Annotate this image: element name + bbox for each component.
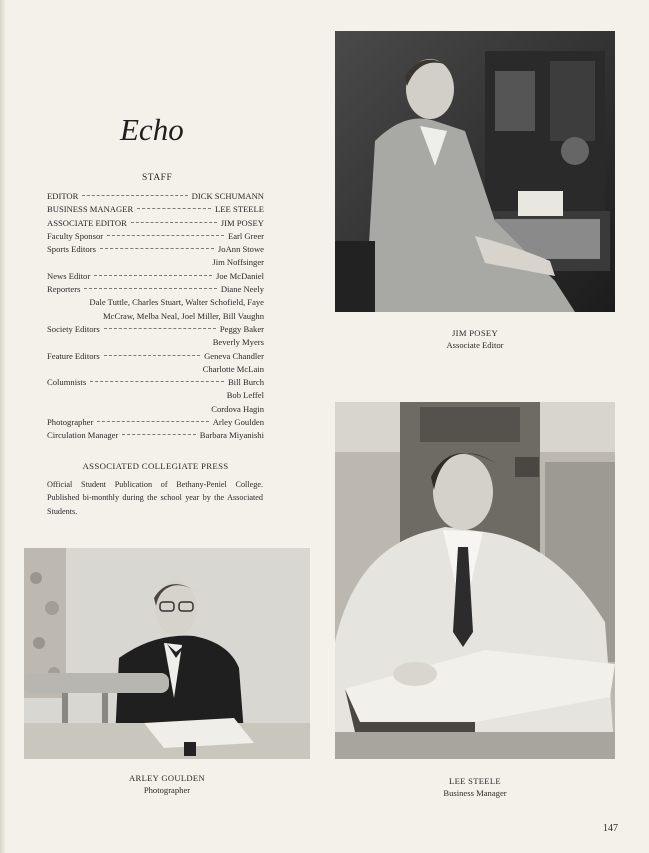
staff-name: Joe McDaniel xyxy=(216,270,264,281)
staff-row xyxy=(47,283,264,296)
staff-row xyxy=(47,203,264,216)
staff-heading: STAFF xyxy=(142,173,173,183)
staff-role: Circulation Manager xyxy=(47,430,119,441)
caption-name: ARLEY GOULDEN xyxy=(129,773,205,783)
staff-name: Arley Goulden xyxy=(212,417,264,428)
staff-role: Feature Editors xyxy=(47,350,100,361)
staff-role: Photographer xyxy=(47,417,94,428)
caption-arley-goulden xyxy=(24,772,310,796)
staff-role: ASSOCIATE EDITOR xyxy=(47,217,127,228)
caption-name: JIM POSEY xyxy=(452,328,498,338)
staff-name: Earl Greer xyxy=(227,230,264,241)
staff-name-continued: Beverly Myers xyxy=(212,337,264,348)
staff-name-continued: Bob Leffel xyxy=(226,390,264,401)
staff-name: DICK SCHUMANN xyxy=(191,191,264,201)
photo-jim-posey xyxy=(335,31,615,312)
staff-row xyxy=(47,270,264,283)
staff-name: LEE STEELE xyxy=(215,204,264,215)
staff-name-continued: Charlotte McLain xyxy=(202,363,264,374)
staff-role: Society Editors xyxy=(47,323,100,334)
staff-row xyxy=(47,230,264,243)
staff-row xyxy=(47,416,264,429)
caption-lee-steele xyxy=(335,775,615,799)
staff-name: JoAnn Stowe xyxy=(217,244,264,255)
staff-list xyxy=(47,190,264,443)
staff-role: News Editor xyxy=(47,270,91,281)
staff-name-continued: Jim Noffsinger xyxy=(212,257,264,268)
staff-name: Geneva Chandler xyxy=(204,350,264,361)
staff-name-continued: Cordova Hagin xyxy=(211,403,264,414)
staff-name-continued: Dale Tuttle, Charles Stuart, Walter Schofield, Faye xyxy=(89,297,264,308)
page-title: Echo xyxy=(120,112,184,147)
page-number: 147 xyxy=(603,823,618,834)
staff-row xyxy=(47,350,264,363)
staff-role: Reporters xyxy=(47,284,81,295)
staff-row xyxy=(47,323,264,336)
caption-role: Business Manager xyxy=(443,788,507,798)
staff-row xyxy=(47,429,264,442)
photo-arley-goulden xyxy=(24,548,310,759)
page-edge-shadow xyxy=(0,0,6,853)
staff-role: Faculty Sponsor xyxy=(47,230,104,241)
staff-row xyxy=(47,376,264,389)
staff-row xyxy=(47,190,264,203)
press-heading: ASSOCIATED COLLEGIATE PRESS xyxy=(82,461,229,471)
staff-role: Sports Editors xyxy=(47,244,96,255)
caption-role: Photographer xyxy=(143,785,191,795)
caption-name: LEE STEELE xyxy=(449,776,501,786)
caption-jim-posey xyxy=(335,327,615,351)
staff-row xyxy=(47,217,264,230)
staff-name-continued: McCraw, Melba Neal, Joel Miller, Bill Vaughn xyxy=(103,310,264,321)
staff-role: Columnists xyxy=(47,377,87,388)
staff-name: Peggy Baker xyxy=(219,323,264,334)
photo-lee-steele xyxy=(335,402,615,759)
official-publication-text: Official Student Publication of Bethany-Peniel College. Published bi-monthly during the school year by the Associated Students. xyxy=(47,480,263,516)
staff-role: EDITOR xyxy=(47,191,79,201)
staff-name: Bill Burch xyxy=(227,377,264,388)
staff-name: Barbara Miyanishi xyxy=(199,430,264,441)
staff-role: BUSINESS MANAGER xyxy=(47,204,134,215)
staff-name: Diane Neely xyxy=(220,284,264,295)
staff-name: JIM POSEY xyxy=(220,217,264,228)
caption-role: Associate Editor xyxy=(446,340,504,350)
staff-row xyxy=(47,243,264,256)
